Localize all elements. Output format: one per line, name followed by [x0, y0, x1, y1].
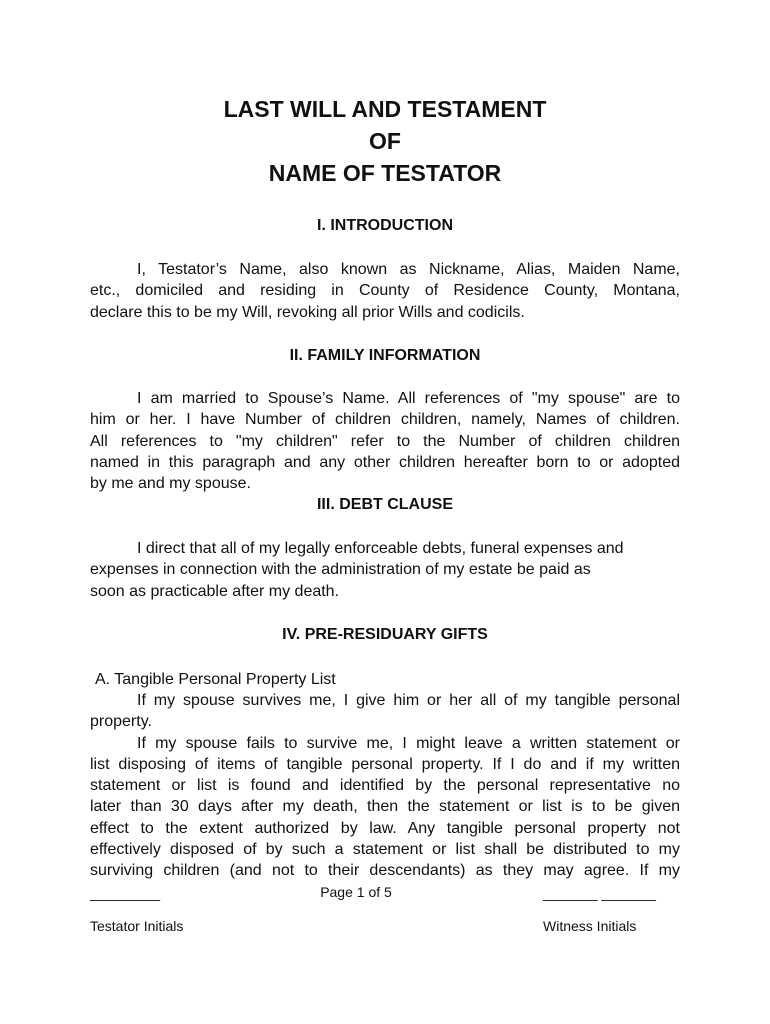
- text-line: declare this to be my Will, revoking all prior Wills and codicils.: [90, 303, 525, 321]
- text-line: I am married to Spouse’s Name. All references of "my spouse" are to: [137, 390, 680, 407]
- text-line: etc., domiciled and residing in County of Residence County, Montana,: [90, 282, 680, 300]
- text-line: list disposing of items of tangible personal property. If I do and if my written: [90, 755, 680, 773]
- text-line: later than 30 days after my death, then the statement or list is to be given: [90, 798, 680, 816]
- text-line: All references to "my children" refer to the Number of children children: [90, 432, 680, 450]
- text-line: I direct that all of my legally enforceable debts, funeral expenses and: [137, 540, 624, 557]
- section-body-introduction: [90, 259, 680, 323]
- title-line-2: OF: [369, 128, 401, 154]
- section-heading-introduction: I. INTRODUCTION: [317, 217, 453, 234]
- section-heading-pre-residuary-gifts: IV. PRE-RESIDUARY GIFTS: [282, 626, 488, 643]
- testator-initials-label: Testator Initials: [90, 918, 184, 934]
- section-body-debt-clause: [90, 538, 680, 602]
- witness-initials-blank: _______ _______: [543, 885, 656, 901]
- section-body-pre-residuary-gifts: [90, 690, 680, 882]
- document-title: [0, 93, 770, 189]
- title-line-1: LAST WILL AND TESTAMENT: [223, 96, 547, 122]
- text-line: effectively disposed of by such a statement or list shall be distributed to my: [90, 841, 680, 859]
- section-heading-family-information: II. FAMILY INFORMATION: [289, 347, 481, 364]
- text-line: I, Testator’s Name, also known as Nickname, Alias, Maiden Name,: [137, 261, 680, 278]
- text-line: If my spouse survives me, I give him or her all of my tangible personal: [137, 692, 680, 709]
- text-line: soon as practicable after my death.: [90, 582, 340, 600]
- text-line: statement or list is found and identified by the personal representative no: [90, 777, 680, 795]
- witness-initials-label: Witness Initials: [543, 918, 637, 934]
- title-line-3: NAME OF TESTATOR: [268, 160, 502, 186]
- text-line: expenses in connection with the administration of my estate be paid as: [90, 561, 591, 579]
- section-body-family-information: [90, 388, 680, 494]
- text-line: If my spouse fails to survive me, I might leave a written statement or: [137, 734, 680, 752]
- testator-initials-blank: _________: [90, 885, 161, 901]
- text-line: him or her. I have Number of children children, namely, Names of children.: [90, 411, 680, 429]
- text-line: by me and my spouse.: [90, 475, 251, 493]
- text-line: named in this paragraph and any other children hereafter born to or adopted: [90, 453, 680, 471]
- text-line: surviving children (and not to their descendants) as they may agree. If my: [90, 862, 680, 880]
- page-number: Page 1 of 5: [320, 884, 392, 900]
- text-line: property.: [90, 713, 152, 731]
- text-line: effect to the extent authorized by law. Any tangible personal property not: [90, 819, 680, 837]
- section-heading-debt-clause: III. DEBT CLAUSE: [316, 496, 453, 513]
- subheading-tangible-property-list: A. Tangible Personal Property List: [95, 671, 336, 688]
